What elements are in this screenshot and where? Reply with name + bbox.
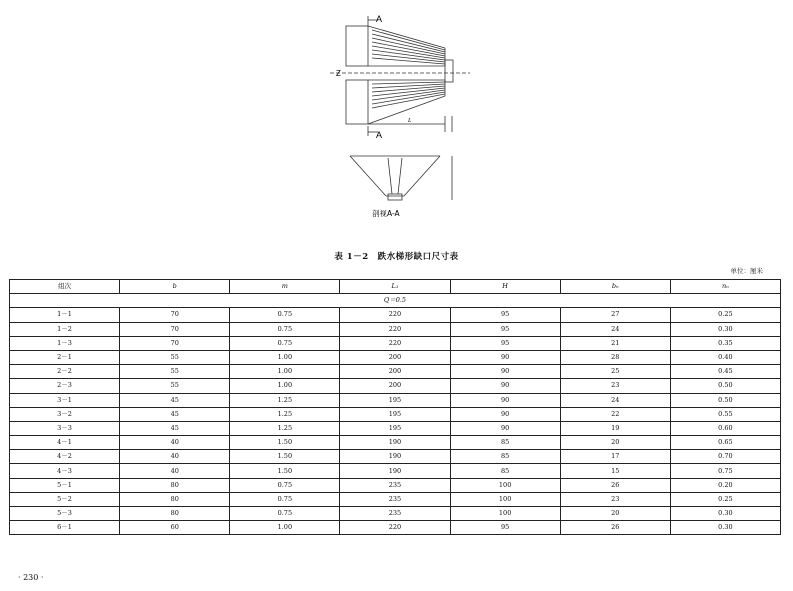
- cell-bn: 25: [560, 365, 670, 379]
- cell-l1: 195: [340, 407, 450, 421]
- table-row: [10, 308, 781, 322]
- cell-l1: 200: [340, 350, 450, 364]
- cell-nn: 0.75: [670, 464, 780, 478]
- drop-structure-drawing: [320, 8, 480, 238]
- cell-h: 85: [450, 436, 560, 450]
- cell-l1: 235: [340, 492, 450, 506]
- cell-b: 70: [120, 322, 230, 336]
- cell-h: 100: [450, 507, 560, 521]
- table-row: [10, 521, 781, 535]
- section-mark-top: A: [376, 14, 383, 24]
- cell-h: 85: [450, 450, 560, 464]
- header-group: 组次: [10, 280, 120, 294]
- cell-m: 1.00: [230, 521, 340, 535]
- cell-group: 1－3: [10, 336, 120, 350]
- cell-bn: 21: [560, 336, 670, 350]
- cell-l1: 195: [340, 421, 450, 435]
- cell-h: 85: [450, 464, 560, 478]
- cell-group: 3－1: [10, 393, 120, 407]
- cell-group: 4－2: [10, 450, 120, 464]
- cell-m: 1.00: [230, 350, 340, 364]
- table-row: [10, 478, 781, 492]
- cell-bn: 17: [560, 450, 670, 464]
- cell-m: 1.00: [230, 365, 340, 379]
- cell-bn: 24: [560, 393, 670, 407]
- table-row: [10, 421, 781, 435]
- length-label: L: [408, 118, 412, 124]
- section-mark-bottom: A: [376, 130, 383, 140]
- cell-group: 3－2: [10, 407, 120, 421]
- cell-b: 40: [120, 464, 230, 478]
- cell-nn: 0.55: [670, 407, 780, 421]
- cell-h: 90: [450, 365, 560, 379]
- cell-nn: 0.30: [670, 507, 780, 521]
- cell-m: 0.75: [230, 322, 340, 336]
- table-row: [10, 350, 781, 364]
- cell-b: 80: [120, 478, 230, 492]
- cell-bn: 24: [560, 322, 670, 336]
- cell-h: 95: [450, 336, 560, 350]
- cell-bn: 22: [560, 407, 670, 421]
- cell-l1: 235: [340, 478, 450, 492]
- table-row: [10, 379, 781, 393]
- cell-group: 1－2: [10, 322, 120, 336]
- cell-nn: 0.40: [670, 350, 780, 364]
- cell-l1: 220: [340, 336, 450, 350]
- cell-l1: 190: [340, 450, 450, 464]
- cell-h: 95: [450, 308, 560, 322]
- cell-h: 95: [450, 322, 560, 336]
- cell-b: 80: [120, 507, 230, 521]
- cell-group: 4－1: [10, 436, 120, 450]
- cell-nn: 0.60: [670, 421, 780, 435]
- drop-structure-figure: [320, 8, 480, 238]
- cell-b: 70: [120, 308, 230, 322]
- plan-label-z: Z: [336, 69, 341, 78]
- table-row: [10, 464, 781, 478]
- cell-bn: 20: [560, 436, 670, 450]
- cell-m: 1.50: [230, 464, 340, 478]
- cell-l1: 200: [340, 379, 450, 393]
- header-nn: nₙ: [670, 280, 780, 294]
- table-row: [10, 322, 781, 336]
- table-row: [10, 336, 781, 350]
- cell-bn: 27: [560, 308, 670, 322]
- cell-l1: 190: [340, 436, 450, 450]
- cell-l1: 190: [340, 464, 450, 478]
- table-row: [10, 450, 781, 464]
- cell-m: 0.75: [230, 308, 340, 322]
- cell-h: 90: [450, 379, 560, 393]
- table-body: [10, 294, 781, 535]
- cell-m: 0.75: [230, 478, 340, 492]
- cell-m: 1.25: [230, 407, 340, 421]
- cell-nn: 0.70: [670, 450, 780, 464]
- table-row: [10, 365, 781, 379]
- dimension-table: [9, 279, 781, 535]
- cell-l1: 220: [340, 322, 450, 336]
- cell-h: 100: [450, 478, 560, 492]
- table-row: [10, 507, 781, 521]
- section-label: Q＝0.5: [10, 294, 781, 308]
- cell-group: 5－3: [10, 507, 120, 521]
- page-number: · 230 ·: [18, 573, 44, 582]
- header-b: b: [120, 280, 230, 294]
- cell-m: 1.00: [230, 379, 340, 393]
- cell-group: 5－1: [10, 478, 120, 492]
- header-bn: bₙ: [560, 280, 670, 294]
- header-h: H: [450, 280, 560, 294]
- cell-group: 5－2: [10, 492, 120, 506]
- table-header-row: [10, 280, 781, 294]
- header-l1: L₁: [340, 280, 450, 294]
- cell-group: 3－3: [10, 421, 120, 435]
- cell-h: 90: [450, 421, 560, 435]
- cell-m: 0.75: [230, 336, 340, 350]
- cell-m: 1.50: [230, 436, 340, 450]
- cell-l1: 200: [340, 365, 450, 379]
- cell-l1: 220: [340, 308, 450, 322]
- cell-b: 55: [120, 379, 230, 393]
- table-row: [10, 393, 781, 407]
- cell-group: 2－3: [10, 379, 120, 393]
- cell-bn: 20: [560, 507, 670, 521]
- unit-label: 单位：厘米: [730, 267, 763, 275]
- cell-nn: 0.65: [670, 436, 780, 450]
- cell-h: 95: [450, 521, 560, 535]
- cell-m: 1.50: [230, 450, 340, 464]
- cell-m: 0.75: [230, 492, 340, 506]
- header-m: m: [230, 280, 340, 294]
- cell-group: 4－3: [10, 464, 120, 478]
- cell-group: 1－1: [10, 308, 120, 322]
- cell-b: 70: [120, 336, 230, 350]
- cell-group: 2－1: [10, 350, 120, 364]
- cell-bn: 28: [560, 350, 670, 364]
- cell-bn: 19: [560, 421, 670, 435]
- cell-nn: 0.50: [670, 379, 780, 393]
- cell-l1: 220: [340, 521, 450, 535]
- cell-nn: 0.20: [670, 478, 780, 492]
- table-title: 表 1－2 跌水梯形缺口尺寸表: [334, 252, 459, 262]
- cell-b: 55: [120, 365, 230, 379]
- cell-bn: 23: [560, 379, 670, 393]
- section-caption: 剖视A-A: [372, 209, 400, 218]
- cell-h: 100: [450, 492, 560, 506]
- cell-bn: 26: [560, 478, 670, 492]
- cell-bn: 23: [560, 492, 670, 506]
- cell-nn: 0.35: [670, 336, 780, 350]
- cell-l1: 195: [340, 393, 450, 407]
- cell-h: 90: [450, 407, 560, 421]
- cell-nn: 0.30: [670, 521, 780, 535]
- cell-b: 40: [120, 436, 230, 450]
- cell-b: 55: [120, 350, 230, 364]
- cell-b: 40: [120, 450, 230, 464]
- cell-bn: 26: [560, 521, 670, 535]
- cell-l1: 235: [340, 507, 450, 521]
- table-row: [10, 436, 781, 450]
- cell-nn: 0.30: [670, 322, 780, 336]
- cell-m: 1.25: [230, 393, 340, 407]
- cell-b: 60: [120, 521, 230, 535]
- cell-b: 45: [120, 421, 230, 435]
- table-row: [10, 407, 781, 421]
- cell-nn: 0.45: [670, 365, 780, 379]
- cell-nn: 0.50: [670, 393, 780, 407]
- cell-h: 90: [450, 393, 560, 407]
- cell-b: 45: [120, 407, 230, 421]
- cell-group: 2－2: [10, 365, 120, 379]
- table-row: [10, 492, 781, 506]
- cell-group: 6－1: [10, 521, 120, 535]
- cell-m: 0.75: [230, 507, 340, 521]
- cell-nn: 0.25: [670, 308, 780, 322]
- cell-h: 90: [450, 350, 560, 364]
- cell-b: 45: [120, 393, 230, 407]
- section-row: [10, 294, 781, 308]
- cell-nn: 0.25: [670, 492, 780, 506]
- cell-m: 1.25: [230, 421, 340, 435]
- cell-bn: 15: [560, 464, 670, 478]
- cell-b: 80: [120, 492, 230, 506]
